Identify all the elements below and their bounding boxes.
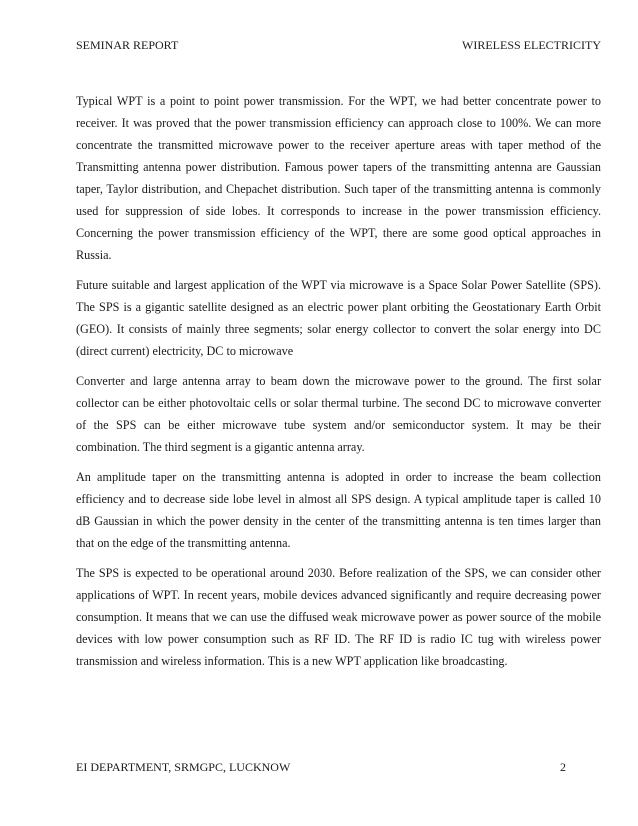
header-topic-title: WIRELESS ELECTRICITY: [462, 38, 601, 52]
header-report-title: SEMINAR REPORT: [76, 38, 179, 52]
page-body: [76, 90, 601, 680]
paragraph-wpt-intro: Typical WPT is a point to point power transmission. For the WPT, we had better concentrate power to receiver. It was proved that the power transmission efficiency can approach close to 100%. We can more concentrate the transmitted microwave power to the receiver aperture areas with taper method of the Transmitting antenna power distribution. Famous power tapers of the transmitting antenna are Gaussian taper, Taylor distribution, and Chepachet distribution. Such taper of the transmitting antenna is commonly used for suppression of side lobes. It corresponds to increase in the power transmission efficiency. Concerning the power transmission efficiency of the WPT, there are some good optical approaches in Russia.: [76, 94, 601, 262]
page-number: 2: [560, 760, 566, 774]
paragraph-wpt-applications: The SPS is expected to be operational around 2030. Before realization of the SPS, we can consider other applications of WPT. In recent years, mobile devices advanced significantly and require decreasing power consumption. It means that we can use the diffused weak microwave power as power source of the mobile devices with low power consumption such as RF ID. The RF ID is radio IC tug with wireless power transmission and wireless information. This is a new WPT application like broadcasting.: [76, 566, 601, 668]
page-header: [76, 38, 601, 54]
paragraph-amplitude-taper: An amplitude taper on the transmitting antenna is adopted in order to increase the beam collection efficiency and to decrease side lobe level in almost all SPS design. A typical amplitude taper is called 10 dB Gaussian in which the power density in the center of the transmitting antenna is ten times larger than that on the edge of the transmitting antenna.: [76, 470, 601, 550]
footer-department: EI DEPARTMENT, SRMGPC, LUCKNOW: [76, 760, 291, 774]
page-footer: [76, 760, 566, 776]
paragraph-sps-segments: Converter and large antenna array to beam down the microwave power to the ground. The first solar collector can be either photovoltaic cells or solar thermal turbine. The second DC to microwave converter of the SPS can be either microwave tube system and/or semiconductor system. It may be their combination. The third segment is a gigantic antenna array.: [76, 374, 601, 454]
paragraph-sps-overview: Future suitable and largest application of the WPT via microwave is a Space Solar Power Satellite (SPS). The SPS is a gigantic satellite designed as an electric power plant orbiting the Geostationary Earth Orbit (GEO). It consists of mainly three segments; solar energy collector to convert the solar energy into DC (direct current) electricity, DC to microwave: [76, 278, 601, 358]
